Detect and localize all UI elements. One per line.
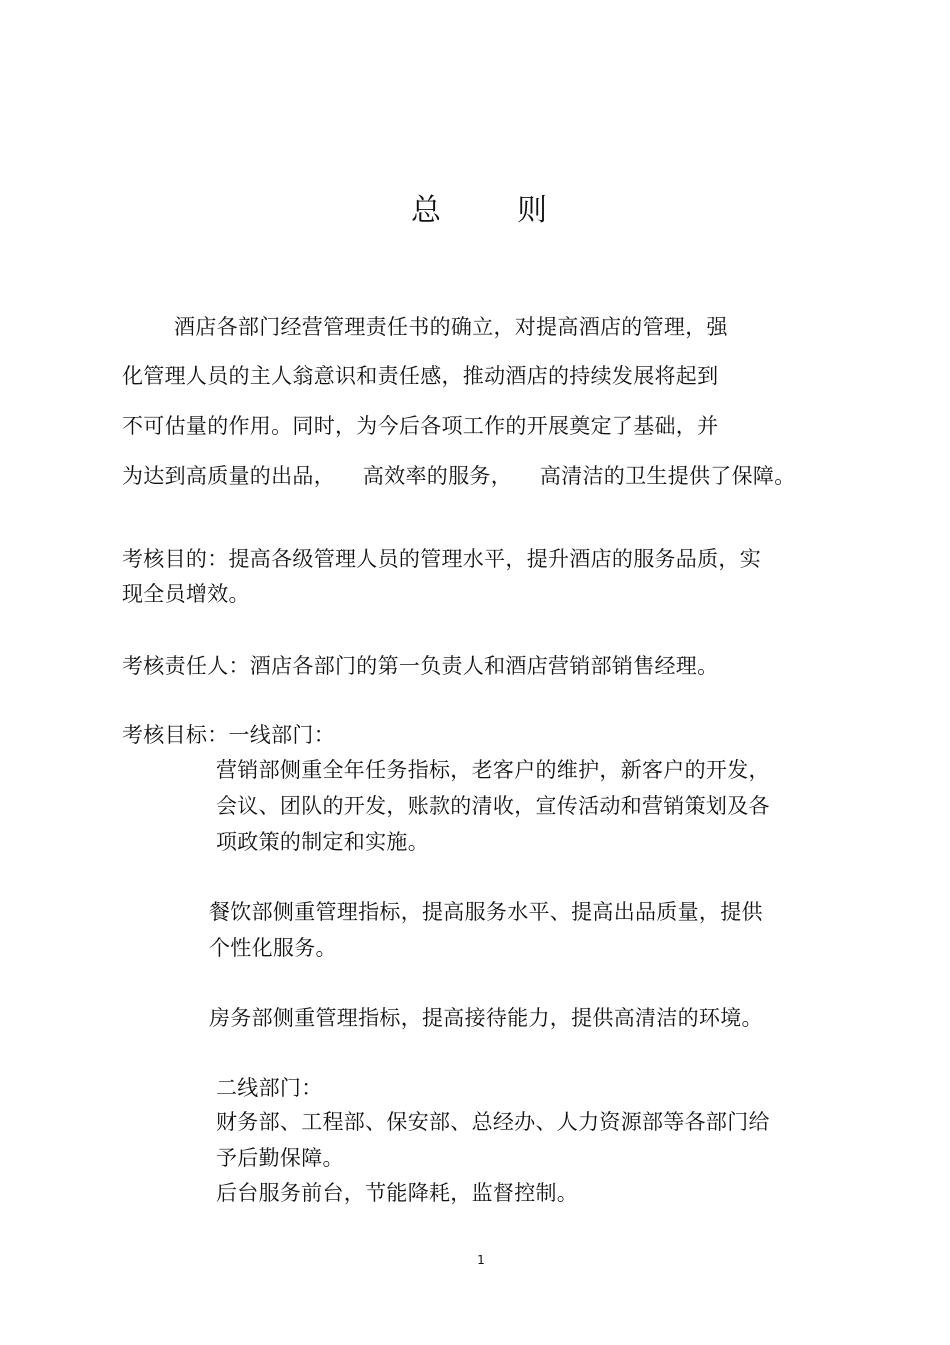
assessment-responsible: 考核责任人：酒店各部门的第一负责人和酒店营销部销售经理。	[122, 654, 719, 678]
sales-goal-line: 会议、团队的开发，账款的清收，宣传活动和营销策划及各	[216, 794, 770, 818]
second-line-goal-line: 财务部、工程部、保安部、总经办、人力资源部等各部门给	[216, 1110, 770, 1134]
intro-line: 不可估量的作用。同时，为今后各项工作的开展奠定了基础，并	[122, 414, 719, 438]
document-title-char-1: 总	[411, 193, 441, 228]
intro-line: 化管理人员的主人翁意识和责任感，推动酒店的持续发展将起到	[122, 364, 719, 388]
purpose-line: 现全员增效。	[122, 582, 250, 606]
intro-line: 为达到高质量的出品， 高效率的服务， 高清洁的卫生提供了保障。	[122, 464, 796, 488]
catering-goal-line: 餐饮部侧重管理指标，提高服务水平、提高出品质量，提供	[209, 900, 763, 924]
sales-goal-line: 营销部侧重全年任务指标，老客户的维护，新客户的开发，	[216, 758, 770, 782]
second-line-goal-line: 予后勤保障。	[216, 1146, 344, 1170]
second-line-heading: 二线部门：	[216, 1076, 323, 1100]
page-number: 1	[477, 1253, 485, 1267]
housekeeping-department-goals: 房务部侧重管理指标，提高接待能力，提供高清洁的环境。	[209, 1006, 763, 1030]
sales-goal-line: 项政策的制定和实施。	[216, 830, 429, 854]
catering-goal-line: 个性化服务。	[209, 936, 337, 960]
purpose-line: 考核目的：提高各级管理人员的管理水平，提升酒店的服务品质，实	[122, 547, 761, 571]
document-title-char-2: 则	[517, 193, 547, 228]
second-line-goal-line: 后台服务前台，节能降耗，监督控制。	[216, 1181, 579, 1205]
assessment-goals-heading: 考核目标：一线部门：	[122, 723, 335, 747]
intro-line: 酒店各部门经营管理责任书的确立，对提高酒店的管理，强	[174, 315, 728, 339]
